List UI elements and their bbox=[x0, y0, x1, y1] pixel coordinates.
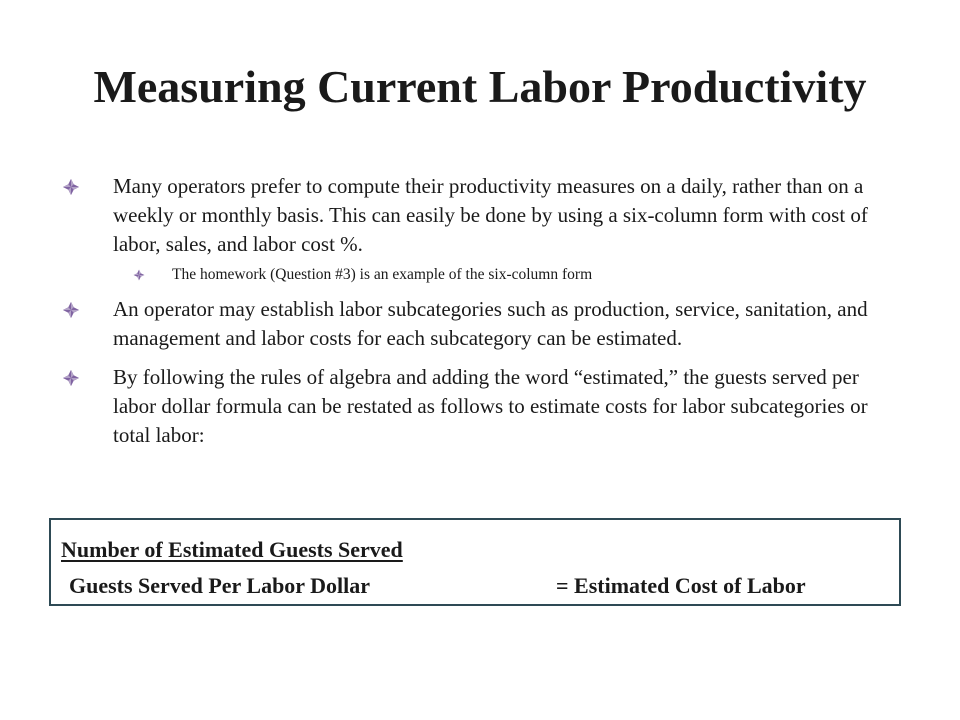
bullet-text: An operator may establish labor subcategories such as production, service, sanitation, and management and labor costs for each subcategory can be estimated. bbox=[113, 297, 868, 350]
bullet-text: Many operators prefer to compute their productivity measures on a daily, rather than on a weekly or monthly basis. This can easily be done by using a six-column form with cost of labor, sales, and labor cost %. bbox=[113, 174, 868, 256]
diamond-bullet-icon bbox=[62, 369, 80, 387]
formula-numerator: Number of Estimated Guests Served bbox=[61, 537, 403, 562]
diamond-bullet-icon bbox=[133, 269, 145, 281]
sub-bullet-homework bbox=[60, 265, 900, 285]
diamond-bullet-icon bbox=[62, 178, 80, 196]
formula-result: = Estimated Cost of Labor bbox=[556, 573, 806, 598]
bullet-daily-productivity bbox=[60, 172, 900, 259]
bullet-text: The homework (Question #3) is an example of the six-column form bbox=[172, 266, 593, 283]
slide-title: Measuring Current Labor Productivity bbox=[93, 61, 867, 112]
formula-denominator: Guests Served Per Labor Dollar bbox=[69, 573, 371, 598]
formula-box bbox=[49, 518, 901, 606]
bullet-list bbox=[60, 172, 900, 460]
diamond-bullet-icon bbox=[62, 301, 80, 319]
bullet-algebra-formula bbox=[60, 363, 900, 450]
bullet-labor-subcategories bbox=[60, 295, 900, 353]
bullet-text: By following the rules of algebra and adding the word “estimated,” the guests served per labor dollar formula can be restated as follows to estimate costs for labor subcategories or total labor: bbox=[113, 365, 868, 447]
